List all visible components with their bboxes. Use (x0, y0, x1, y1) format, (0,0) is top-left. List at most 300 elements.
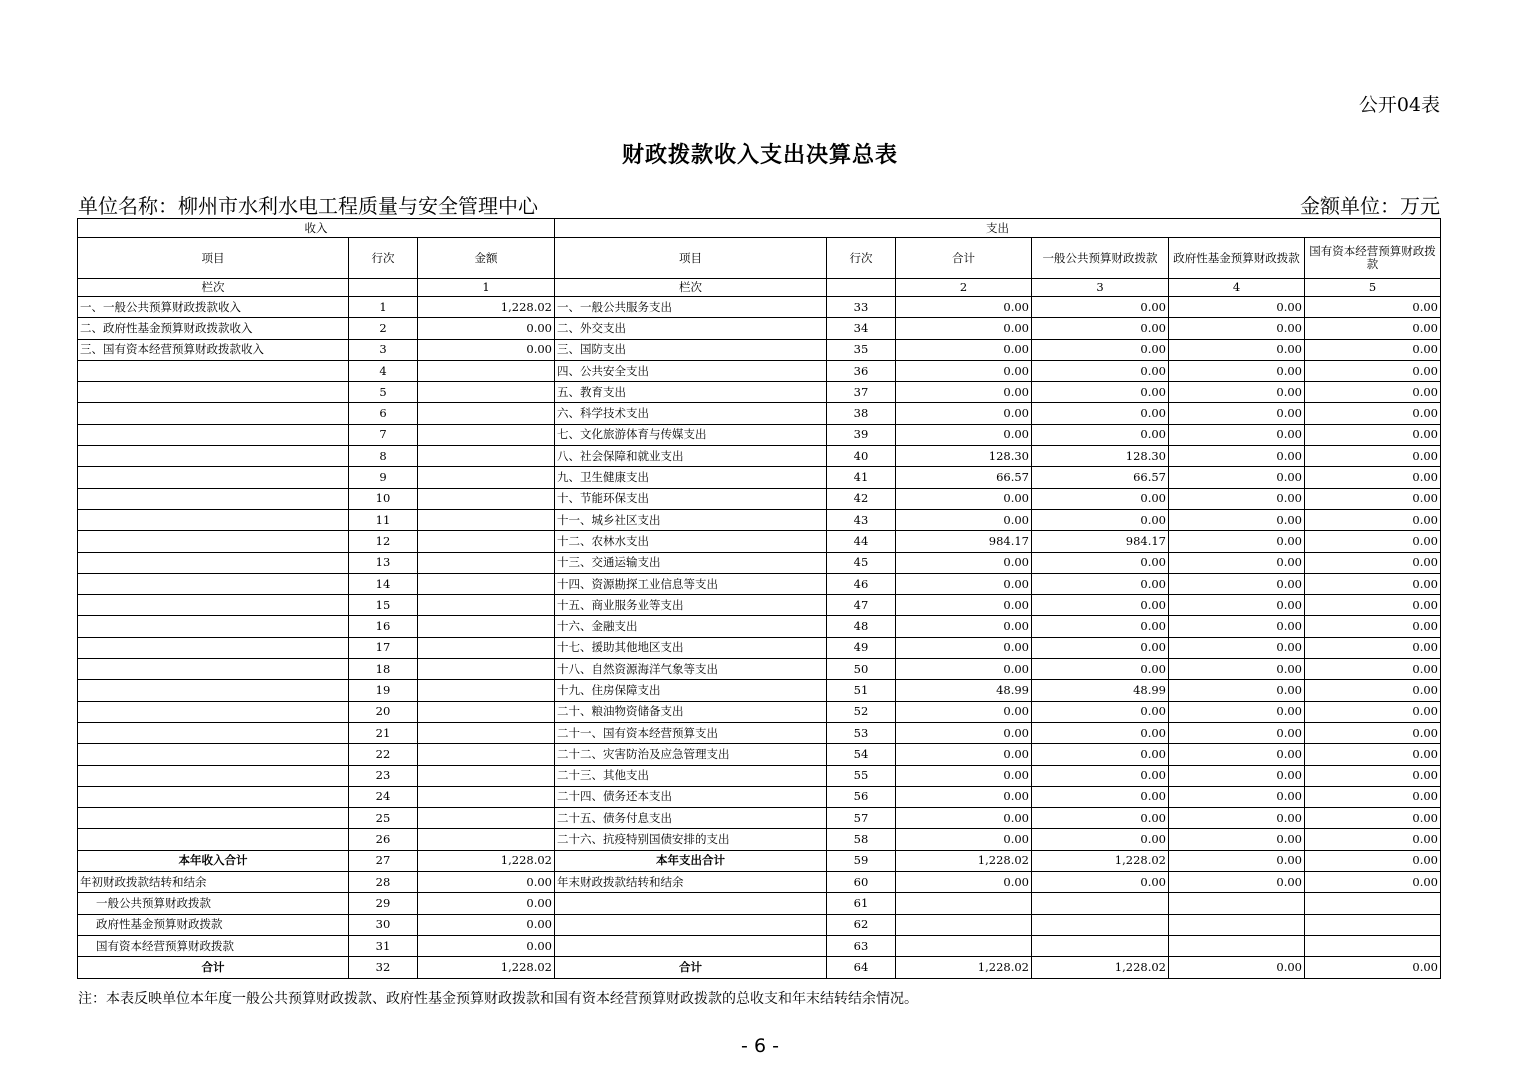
table-row (78, 765, 1441, 786)
income-item-cell (78, 467, 349, 488)
expense-total-cell: 48.99 (896, 680, 1032, 701)
expense-soe-cell: 0.00 (1305, 467, 1441, 488)
expense-line-cell: 53 (827, 722, 896, 743)
table-body (78, 297, 1441, 979)
income-line-cell: 19 (349, 680, 418, 701)
expense-line-cell: 43 (827, 509, 896, 530)
expense-soe-cell: 0.00 (1305, 829, 1441, 850)
income-item-cell (78, 616, 349, 637)
expense-general-cell: 0.00 (1032, 339, 1169, 360)
expense-line-cell: 46 (827, 573, 896, 594)
table-row (78, 360, 1441, 381)
income-line-cell: 8 (349, 446, 418, 467)
income-item-cell (78, 680, 349, 701)
table-row (78, 786, 1441, 807)
expense-item-cell: 本年支出合计 (555, 850, 827, 871)
income-line-cell: 7 (349, 424, 418, 445)
income-line-cell: 18 (349, 659, 418, 680)
budget-summary-table (77, 218, 1441, 979)
expense-line-cell: 39 (827, 424, 896, 445)
expense-total-cell: 0.00 (896, 595, 1032, 616)
income-line-cell: 21 (349, 722, 418, 743)
expense-fund-cell: 0.00 (1169, 957, 1305, 978)
expense-line-cell: 55 (827, 765, 896, 786)
expense-general-cell: 0.00 (1032, 488, 1169, 509)
income-amount-cell (418, 701, 555, 722)
income-line-cell: 22 (349, 744, 418, 765)
expense-soe-cell: 0.00 (1305, 680, 1441, 701)
expense-item-cell: 九、卫生健康支出 (555, 467, 827, 488)
expense-item-cell: 七、文化旅游体育与传媒支出 (555, 424, 827, 445)
income-amount-cell: 0.00 (418, 339, 555, 360)
income-item-cell (78, 701, 349, 722)
expense-item-cell: 五、教育支出 (555, 382, 827, 403)
table-row (78, 488, 1441, 509)
income-item-cell (78, 786, 349, 807)
expense-line-cell: 60 (827, 872, 896, 893)
expense-fund-cell: 0.00 (1169, 786, 1305, 807)
expense-item-cell: 十七、援助其他地区支出 (555, 637, 827, 658)
expense-item-cell: 八、社会保障和就业支出 (555, 446, 827, 467)
expense-fund-cell: 0.00 (1169, 659, 1305, 680)
expense-soe-cell: 0.00 (1305, 850, 1441, 871)
expense-line-cell: 61 (827, 893, 896, 914)
expense-item-cell: 十一、城乡社区支出 (555, 509, 827, 530)
header-total: 合计 (896, 238, 1032, 279)
expense-soe-cell: 0.00 (1305, 424, 1441, 445)
expense-general-cell: 0.00 (1032, 829, 1169, 850)
expense-total-cell: 0.00 (896, 808, 1032, 829)
expense-soe-cell: 0.00 (1305, 360, 1441, 381)
income-amount-cell: 0.00 (418, 914, 555, 935)
expense-line-cell: 41 (827, 467, 896, 488)
expense-soe-cell: 0.00 (1305, 531, 1441, 552)
expense-soe-cell: 0.00 (1305, 765, 1441, 786)
expense-section-header: 支出 (555, 219, 1441, 238)
expense-soe-cell: 0.00 (1305, 573, 1441, 594)
expense-general-cell: 0.00 (1032, 318, 1169, 339)
expense-general-cell: 984.17 (1032, 531, 1169, 552)
expense-general-cell: 0.00 (1032, 509, 1169, 530)
expense-general-cell: 1,228.02 (1032, 850, 1169, 871)
income-amount-cell (418, 616, 555, 637)
income-item-cell: 一、一般公共预算财政拨款收入 (78, 297, 349, 318)
expense-line-cell: 52 (827, 701, 896, 722)
expense-total-cell: 0.00 (896, 786, 1032, 807)
income-amount-cell (418, 573, 555, 594)
table-row (78, 382, 1441, 403)
table-row (78, 893, 1441, 914)
expense-fund-cell: 0.00 (1169, 595, 1305, 616)
expense-total-cell: 0.00 (896, 509, 1032, 530)
expense-fund-cell: 0.00 (1169, 680, 1305, 701)
table-row (78, 659, 1441, 680)
income-item-cell (78, 722, 349, 743)
expense-soe-cell: 0.00 (1305, 509, 1441, 530)
expense-total-cell (896, 893, 1032, 914)
expense-item-cell: 十五、商业服务业等支出 (555, 595, 827, 616)
expense-line-cell: 50 (827, 659, 896, 680)
column-empty (349, 279, 418, 297)
income-line-cell: 24 (349, 786, 418, 807)
expense-soe-cell: 0.00 (1305, 446, 1441, 467)
expense-general-cell: 0.00 (1032, 360, 1169, 381)
income-line-cell: 5 (349, 382, 418, 403)
expense-item-cell: 二十二、灾害防治及应急管理支出 (555, 744, 827, 765)
expense-fund-cell: 0.00 (1169, 403, 1305, 424)
income-line-cell: 25 (349, 808, 418, 829)
expense-item-cell: 十六、金融支出 (555, 616, 827, 637)
table-row (78, 957, 1441, 978)
income-amount-cell (418, 829, 555, 850)
expense-line-cell: 58 (827, 829, 896, 850)
expense-total-cell: 0.00 (896, 297, 1032, 318)
expense-general-cell: 0.00 (1032, 424, 1169, 445)
expense-line-cell: 36 (827, 360, 896, 381)
page-title: 财政拨款收入支出决算总表 (621, 142, 898, 168)
expense-general-cell: 0.00 (1032, 701, 1169, 722)
income-item-cell (78, 403, 349, 424)
expense-line-cell: 64 (827, 957, 896, 978)
income-line-cell: 15 (349, 595, 418, 616)
expense-general-cell: 0.00 (1032, 573, 1169, 594)
income-amount-cell (418, 637, 555, 658)
expense-item-cell: 二十三、其他支出 (555, 765, 827, 786)
income-line-cell: 3 (349, 339, 418, 360)
income-item-cell (78, 360, 349, 381)
expense-item-cell: 四、公共安全支出 (555, 360, 827, 381)
table-row (78, 808, 1441, 829)
expense-line-cell: 47 (827, 595, 896, 616)
expense-soe-cell: 0.00 (1305, 403, 1441, 424)
income-amount-cell (418, 488, 555, 509)
table-row (78, 318, 1441, 339)
income-line-cell: 30 (349, 914, 418, 935)
table-row (78, 595, 1441, 616)
expense-total-cell: 0.00 (896, 701, 1032, 722)
income-amount-cell (418, 722, 555, 743)
header-item: 项目 (78, 238, 349, 279)
income-amount-cell (418, 360, 555, 381)
expense-fund-cell: 0.00 (1169, 637, 1305, 658)
expense-item-cell: 十九、住房保障支出 (555, 680, 827, 701)
expense-general-cell (1032, 935, 1169, 956)
expense-fund-cell: 0.00 (1169, 509, 1305, 530)
income-amount-cell (418, 467, 555, 488)
income-line-cell: 23 (349, 765, 418, 786)
table-row (78, 744, 1441, 765)
income-item-cell (78, 595, 349, 616)
expense-general-cell: 0.00 (1032, 637, 1169, 658)
income-line-cell: 26 (349, 829, 418, 850)
income-line-cell: 13 (349, 552, 418, 573)
income-item-cell (78, 531, 349, 552)
expense-soe-cell: 0.00 (1305, 659, 1441, 680)
income-line-cell: 29 (349, 893, 418, 914)
expense-general-cell: 0.00 (1032, 722, 1169, 743)
income-amount-cell: 1,228.02 (418, 850, 555, 871)
header-general-budget: 一般公共预算财政拨款 (1032, 238, 1169, 279)
column-label: 栏次 (78, 279, 349, 297)
income-item-cell (78, 424, 349, 445)
expense-soe-cell: 0.00 (1305, 552, 1441, 573)
expense-line-cell: 51 (827, 680, 896, 701)
income-line-cell: 27 (349, 850, 418, 871)
expense-soe-cell: 0.00 (1305, 339, 1441, 360)
income-line-cell: 28 (349, 872, 418, 893)
expense-fund-cell: 0.00 (1169, 744, 1305, 765)
income-item-cell: 三、国有资本经营预算财政拨款收入 (78, 339, 349, 360)
income-line-cell: 4 (349, 360, 418, 381)
income-section-header: 收入 (78, 219, 555, 238)
expense-general-cell: 0.00 (1032, 552, 1169, 573)
table-row (78, 872, 1441, 893)
expense-soe-cell: 0.00 (1305, 616, 1441, 637)
table-row (78, 424, 1441, 445)
expense-line-cell: 40 (827, 446, 896, 467)
income-amount-cell (418, 531, 555, 552)
expense-general-cell (1032, 914, 1169, 935)
expense-soe-cell: 0.00 (1305, 786, 1441, 807)
income-item-cell (78, 765, 349, 786)
expense-total-cell: 0.00 (896, 488, 1032, 509)
expense-total-cell: 66.57 (896, 467, 1032, 488)
table-row (78, 637, 1441, 658)
expense-item-cell: 二、外交支出 (555, 318, 827, 339)
expense-total-cell: 0.00 (896, 765, 1032, 786)
income-line-cell: 9 (349, 467, 418, 488)
expense-fund-cell (1169, 893, 1305, 914)
income-line-cell: 1 (349, 297, 418, 318)
expense-total-cell: 1,228.02 (896, 957, 1032, 978)
income-amount-cell (418, 680, 555, 701)
expense-fund-cell: 0.00 (1169, 765, 1305, 786)
expense-line-cell: 44 (827, 531, 896, 552)
table-row (78, 339, 1441, 360)
column-number-3: 3 (1032, 279, 1169, 297)
expense-item-cell: 二十一、国有资本经营预算支出 (555, 722, 827, 743)
expense-general-cell: 0.00 (1032, 595, 1169, 616)
table-row (78, 403, 1441, 424)
expense-line-cell: 45 (827, 552, 896, 573)
column-number-5: 5 (1305, 279, 1441, 297)
income-item-cell (78, 659, 349, 680)
income-amount-cell: 0.00 (418, 893, 555, 914)
expense-line-cell: 34 (827, 318, 896, 339)
expense-soe-cell: 0.00 (1305, 701, 1441, 722)
income-amount-cell: 1,228.02 (418, 297, 555, 318)
expense-general-cell: 48.99 (1032, 680, 1169, 701)
expense-item-cell: 二十、粮油物资储备支出 (555, 701, 827, 722)
expense-line-cell: 54 (827, 744, 896, 765)
expense-total-cell (896, 914, 1032, 935)
column-number-4: 4 (1169, 279, 1305, 297)
footnote: 注：本表反映单位本年度一般公共预算财政拨款、政府性基金预算财政拨款和国有资本经营预算财政拨款的总收支和年末结转结余情况。 (78, 991, 918, 1007)
expense-total-cell: 128.30 (896, 446, 1032, 467)
expense-total-cell: 0.00 (896, 659, 1032, 680)
expense-line-cell: 63 (827, 935, 896, 956)
expense-item-cell: 十二、农林水支出 (555, 531, 827, 552)
income-amount-cell (418, 595, 555, 616)
expense-total-cell: 0.00 (896, 403, 1032, 424)
income-amount-cell (418, 424, 555, 445)
income-item-cell: 年初财政拨款结转和结余 (78, 872, 349, 893)
expense-general-cell (1032, 893, 1169, 914)
income-item-cell (78, 382, 349, 403)
expense-soe-cell: 0.00 (1305, 318, 1441, 339)
income-amount-cell (418, 808, 555, 829)
table-row (78, 616, 1441, 637)
income-item-cell (78, 446, 349, 467)
header-soe-budget: 国有资本经营预算财政拨款 (1305, 238, 1441, 279)
expense-general-cell: 0.00 (1032, 765, 1169, 786)
expense-item-cell: 二十四、债务还本支出 (555, 786, 827, 807)
income-item-cell (78, 573, 349, 594)
income-line-cell: 14 (349, 573, 418, 594)
income-item-cell (78, 808, 349, 829)
expense-fund-cell: 0.00 (1169, 424, 1305, 445)
expense-fund-cell: 0.00 (1169, 701, 1305, 722)
income-amount-cell: 0.00 (418, 318, 555, 339)
table-row (78, 552, 1441, 573)
expense-soe-cell: 0.00 (1305, 488, 1441, 509)
income-line-cell: 17 (349, 637, 418, 658)
table-row (78, 722, 1441, 743)
income-line-cell: 12 (349, 531, 418, 552)
unit-name: 单位名称：柳州市水利水电工程质量与安全管理中心 (78, 194, 538, 218)
table-row (78, 509, 1441, 530)
expense-total-cell: 984.17 (896, 531, 1032, 552)
table-row (78, 297, 1441, 318)
expense-general-cell: 1,228.02 (1032, 957, 1169, 978)
expense-soe-cell: 0.00 (1305, 744, 1441, 765)
income-line-cell: 20 (349, 701, 418, 722)
expense-total-cell: 0.00 (896, 637, 1032, 658)
table-row (78, 446, 1441, 467)
column-number-2: 2 (896, 279, 1032, 297)
expense-fund-cell: 0.00 (1169, 850, 1305, 871)
expense-fund-cell: 0.00 (1169, 446, 1305, 467)
expense-total-cell: 0.00 (896, 616, 1032, 637)
table-row (78, 701, 1441, 722)
income-line-cell: 6 (349, 403, 418, 424)
expense-fund-cell (1169, 914, 1305, 935)
expense-total-cell: 0.00 (896, 552, 1032, 573)
expense-general-cell: 0.00 (1032, 382, 1169, 403)
expense-soe-cell: 0.00 (1305, 382, 1441, 403)
expense-fund-cell: 0.00 (1169, 808, 1305, 829)
income-amount-cell (418, 744, 555, 765)
expense-general-cell: 0.00 (1032, 808, 1169, 829)
expense-soe-cell: 0.00 (1305, 957, 1441, 978)
expense-line-cell: 49 (827, 637, 896, 658)
expense-fund-cell: 0.00 (1169, 382, 1305, 403)
expense-line-cell: 33 (827, 297, 896, 318)
income-amount-cell: 0.00 (418, 872, 555, 893)
expense-fund-cell: 0.00 (1169, 552, 1305, 573)
income-line-cell: 32 (349, 957, 418, 978)
income-item-cell (78, 744, 349, 765)
expense-item-cell: 三、国防支出 (555, 339, 827, 360)
expense-total-cell (896, 935, 1032, 956)
header-item-expense: 项目 (555, 238, 827, 279)
header-amount: 金额 (418, 238, 555, 279)
income-item-cell: 本年收入合计 (78, 850, 349, 871)
expense-item-cell (555, 935, 827, 956)
expense-line-cell: 57 (827, 808, 896, 829)
expense-item-cell (555, 914, 827, 935)
expense-item-cell: 合计 (555, 957, 827, 978)
income-amount-cell (418, 446, 555, 467)
income-line-cell: 10 (349, 488, 418, 509)
expense-total-cell: 1,228.02 (896, 850, 1032, 871)
income-item-cell: 一般公共预算财政拨款 (78, 893, 349, 914)
expense-total-cell: 0.00 (896, 424, 1032, 445)
expense-item-cell: 十四、资源勘探工业信息等支出 (555, 573, 827, 594)
income-item-cell (78, 509, 349, 530)
expense-fund-cell: 0.00 (1169, 722, 1305, 743)
expense-soe-cell (1305, 893, 1441, 914)
expense-total-cell: 0.00 (896, 360, 1032, 381)
expense-soe-cell: 0.00 (1305, 872, 1441, 893)
expense-line-cell: 59 (827, 850, 896, 871)
expense-general-cell: 0.00 (1032, 616, 1169, 637)
income-amount-cell (418, 552, 555, 573)
income-item-cell: 合计 (78, 957, 349, 978)
table-row (78, 829, 1441, 850)
income-amount-cell (418, 403, 555, 424)
income-item-cell (78, 829, 349, 850)
expense-fund-cell: 0.00 (1169, 360, 1305, 381)
expense-line-cell: 62 (827, 914, 896, 935)
income-line-cell: 2 (349, 318, 418, 339)
income-item-cell (78, 552, 349, 573)
expense-total-cell: 0.00 (896, 829, 1032, 850)
income-item-cell (78, 637, 349, 658)
expense-total-cell: 0.00 (896, 339, 1032, 360)
expense-line-cell: 35 (827, 339, 896, 360)
expense-general-cell: 128.30 (1032, 446, 1169, 467)
income-amount-cell (418, 786, 555, 807)
header-line-expense: 行次 (827, 238, 896, 279)
expense-general-cell: 0.00 (1032, 659, 1169, 680)
expense-item-cell: 六、科学技术支出 (555, 403, 827, 424)
income-amount-cell (418, 509, 555, 530)
income-amount-cell (418, 765, 555, 786)
header-line: 行次 (349, 238, 418, 279)
expense-item-cell: 十八、自然资源海洋气象等支出 (555, 659, 827, 680)
income-item-cell (78, 488, 349, 509)
expense-item-cell: 十三、交通运输支出 (555, 552, 827, 573)
expense-line-cell: 38 (827, 403, 896, 424)
column-empty (827, 279, 896, 297)
income-amount-cell (418, 382, 555, 403)
expense-line-cell: 56 (827, 786, 896, 807)
expense-line-cell: 37 (827, 382, 896, 403)
expense-general-cell: 0.00 (1032, 403, 1169, 424)
expense-fund-cell: 0.00 (1169, 829, 1305, 850)
expense-fund-cell: 0.00 (1169, 318, 1305, 339)
income-amount-cell: 1,228.02 (418, 957, 555, 978)
income-line-cell: 11 (349, 509, 418, 530)
expense-item-cell (555, 893, 827, 914)
expense-total-cell: 0.00 (896, 382, 1032, 403)
expense-total-cell: 0.00 (896, 872, 1032, 893)
expense-fund-cell (1169, 935, 1305, 956)
expense-general-cell: 0.00 (1032, 744, 1169, 765)
table-row (78, 914, 1441, 935)
column-label-expense: 栏次 (555, 279, 827, 297)
